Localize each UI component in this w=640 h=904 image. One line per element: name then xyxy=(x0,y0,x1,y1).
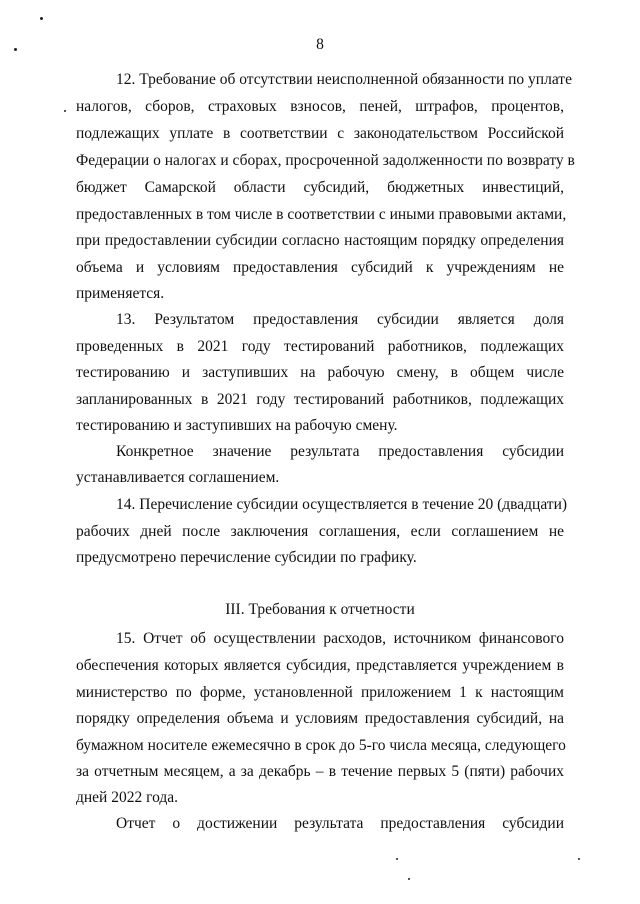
scan-speck xyxy=(40,17,43,20)
paragraph-15-line: 15. Отчет об осуществлении расходов, источником финансового xyxy=(116,630,564,647)
paragraph-13-line: тестированию и заступивших на рабочую смену, в общем числе xyxy=(76,364,564,381)
paragraph-result-line: Конкретное значение результата предоставления субсидии xyxy=(116,443,564,460)
paragraph-15-line: министерство по форме, установленной приложением 1 к настоящим xyxy=(76,684,564,701)
scan-speck xyxy=(396,858,398,860)
paragraph-report-line: Отчет о достижении результата предоставления субсидии xyxy=(116,815,564,832)
paragraph-12-line: налогов, сборов, страховых взносов, пеней, штрафов, процентов, xyxy=(76,98,564,115)
paragraph-15-line: дней 2022 года. xyxy=(76,789,179,806)
paragraph-14-line: 14. Перечисление субсидии осуществляется в течение 20 (двадцати) xyxy=(116,496,568,513)
paragraph-12-line: бюджет Самарской области субсидий, бюджетных инвестиций, xyxy=(76,179,564,196)
paragraph-15-line: бумажном носителе ежемесячно в срок до 5-го числа месяца, следующего xyxy=(76,737,566,754)
paragraph-13-line: 13. Результатом предоставления субсидии является доля xyxy=(116,311,564,328)
paragraph-12-line: при предоставлении субсидии согласно настоящим порядку определения xyxy=(76,232,564,249)
page-number: 8 xyxy=(316,36,324,53)
paragraph-12-line: предоставленных в том числе в соответствии с иными правовыми актами, xyxy=(76,206,567,223)
paragraph-14-line: рабочих дней после заключения соглашения, если соглашением не xyxy=(76,523,564,540)
paragraph-12-line: Федерации о налогах и сборах, просроченной задолженности по возврату в xyxy=(76,152,575,169)
section-heading: III. Требования к отчетности xyxy=(225,601,415,618)
scan-speck xyxy=(64,110,66,112)
paragraph-15-line: за отчетным месяцем, а за декабрь – в течение первых 5 (пяти) рабочих xyxy=(76,763,564,780)
paragraph-result-line: устанавливается соглашением. xyxy=(76,469,280,486)
paragraph-12-line: применяется. xyxy=(76,285,165,302)
paragraph-15-line: обеспечения которых является субсидия, представляется учреждением в xyxy=(76,657,564,674)
paragraph-12-line: подлежащих уплате в соответствии с законодательством Российской xyxy=(76,125,564,142)
paragraph-13-line: проведенных в 2021 году тестирований работников, подлежащих xyxy=(76,338,564,355)
paragraph-13-line: тестированию и заступивших на рабочую смену. xyxy=(76,417,398,434)
scan-speck xyxy=(578,858,580,860)
paragraph-12-line: 12. Требование об отсутствии неисполненной обязанности по уплате xyxy=(116,71,572,88)
paragraph-14-line: предусмотрено перечисление субсидии по графику. xyxy=(76,549,417,566)
paragraph-12-line: объема и условиям предоставления субсидий к учреждениям не xyxy=(76,259,564,276)
paragraph-13-line: запланированных в 2021 году тестирований работников, подлежащих xyxy=(76,391,564,408)
scan-speck xyxy=(408,878,410,880)
paragraph-15-line: порядку определения объема и условиям предоставления субсидий, на xyxy=(76,710,564,727)
